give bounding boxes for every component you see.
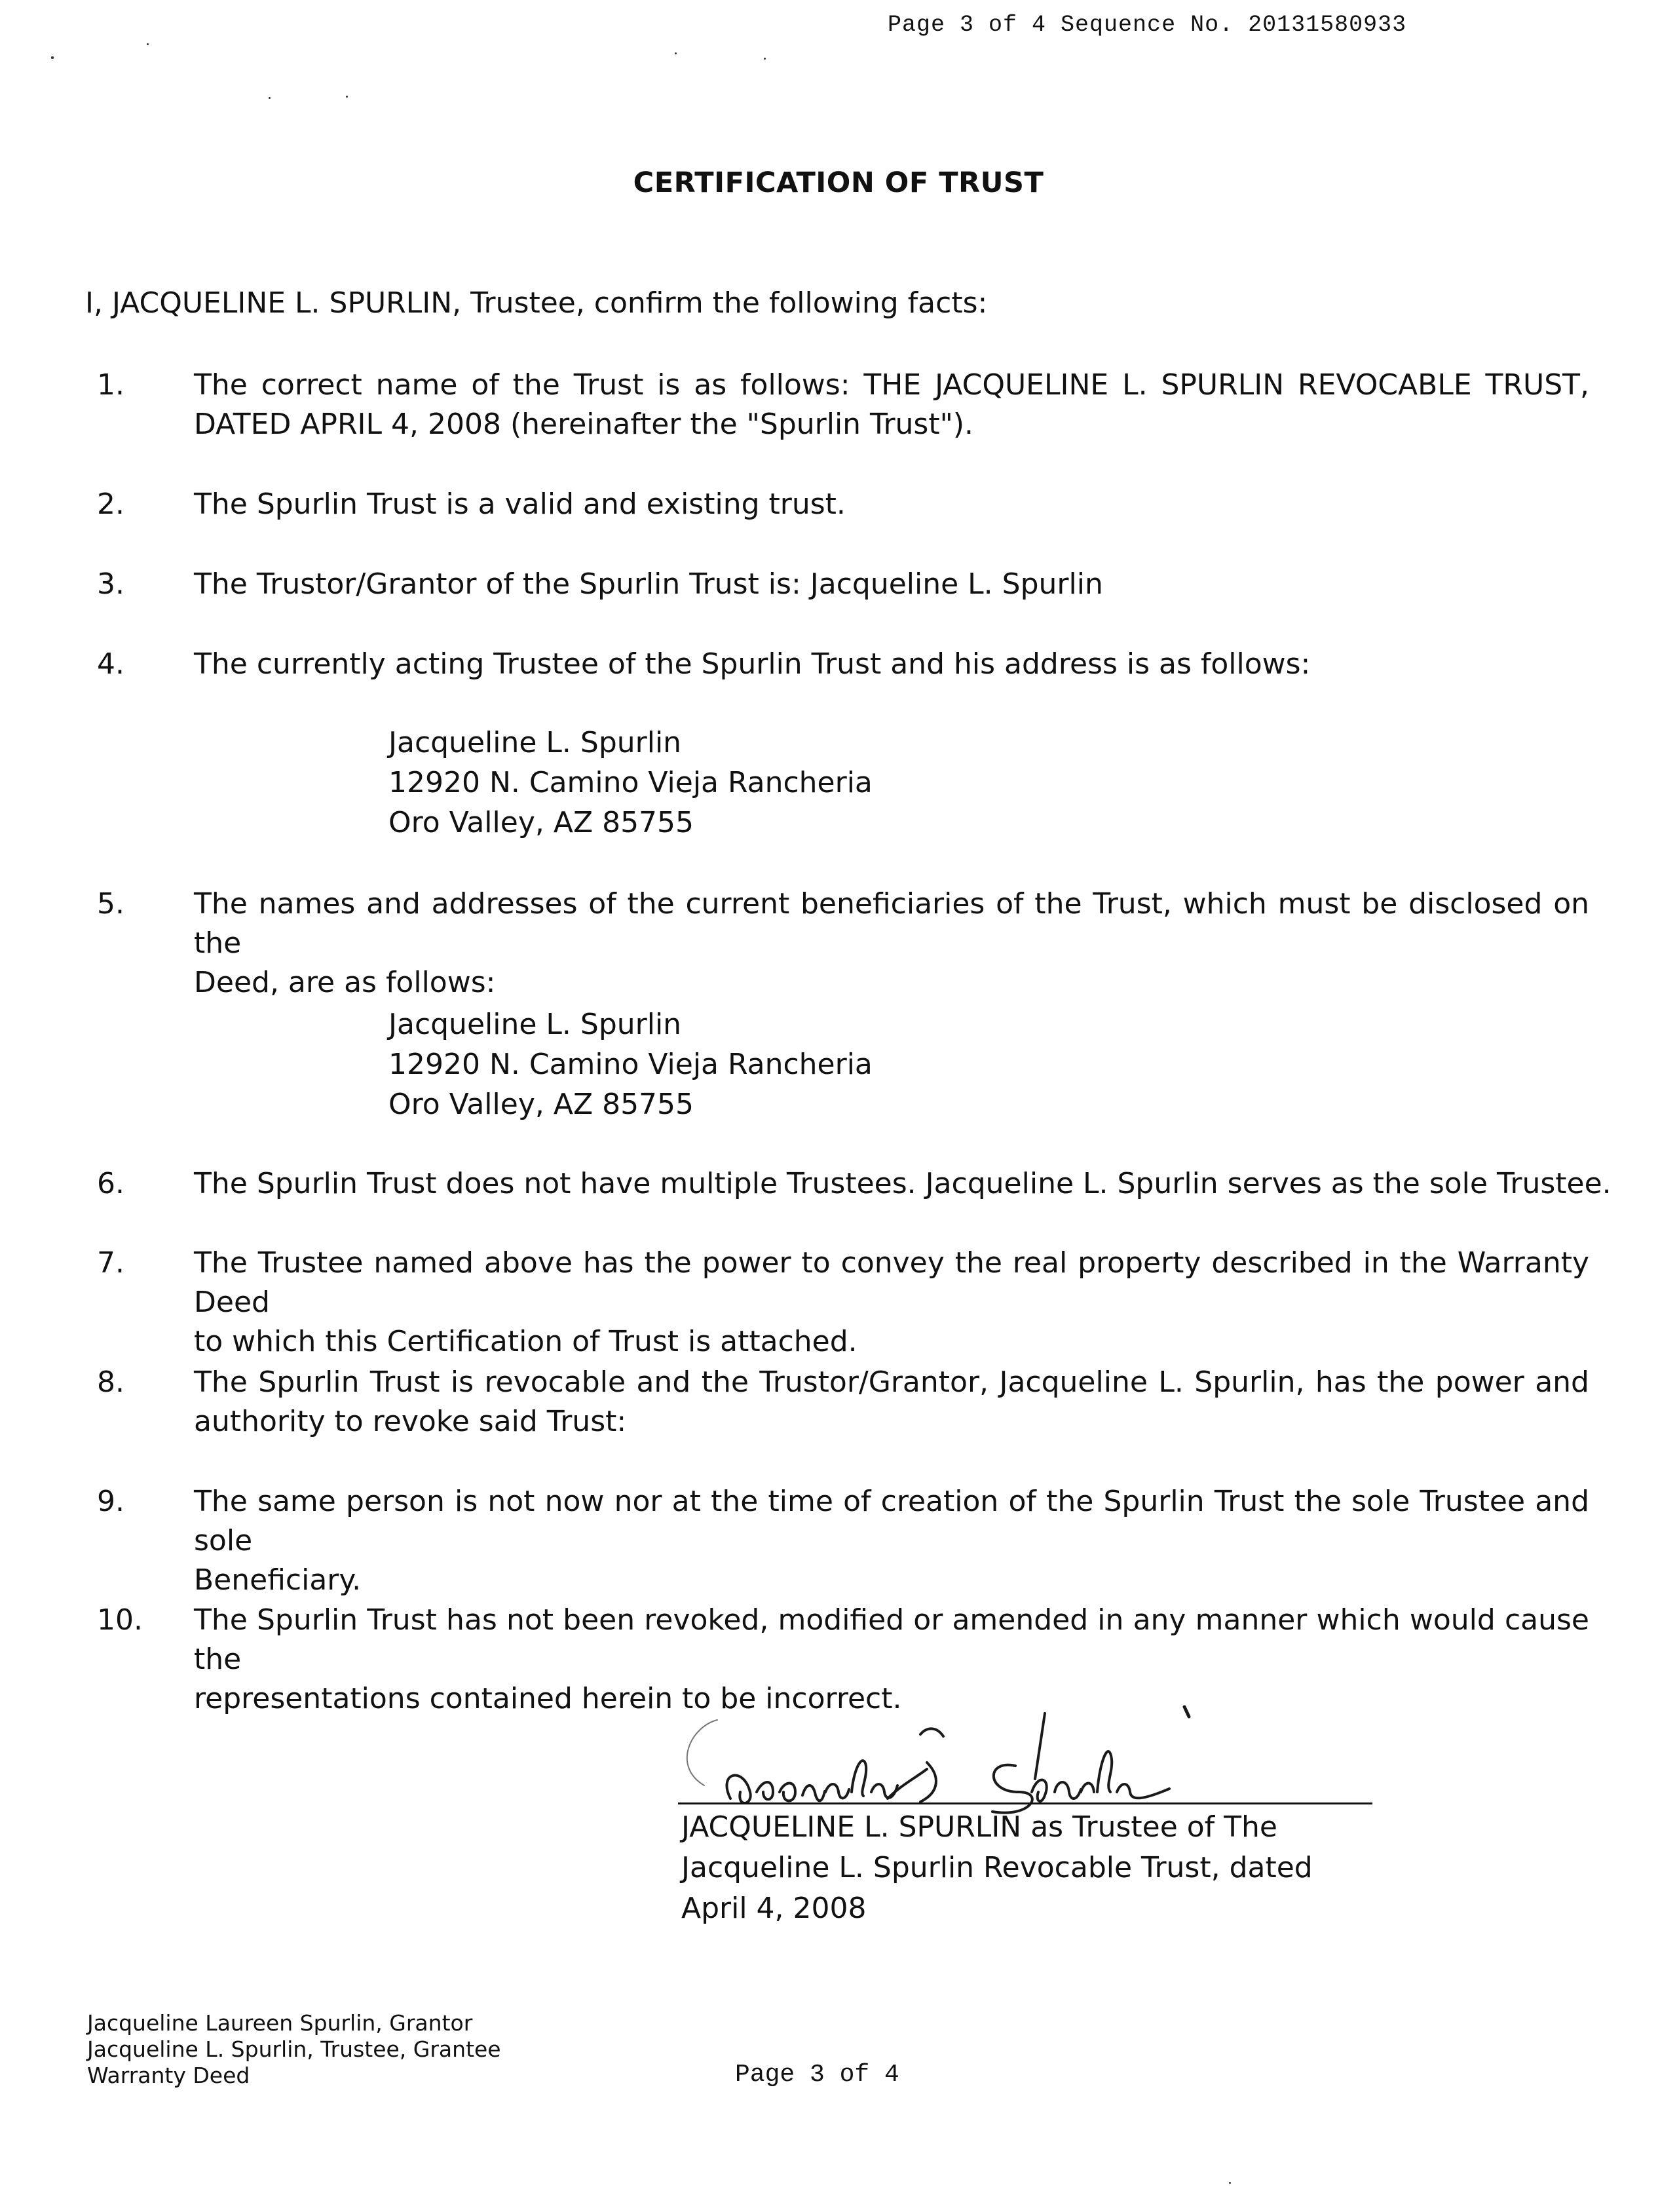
scan-speck (764, 58, 766, 60)
page-number: Page 3 of 4 (735, 2061, 899, 2089)
item-number: 3. (97, 567, 124, 601)
scan-speck (1229, 2182, 1231, 2184)
item-text-line: The Spurlin Trust has not been revoked, modified or amended in any manner which would cause the (194, 1603, 1589, 1676)
item-number: 5. (97, 887, 124, 921)
item-text-line: representations contained herein to be incorrect. (194, 1682, 902, 1715)
item-text-line: The correct name of the Trust is as follows: THE JACQUELINE L. SPURLIN REVOCABLE TRUST, (194, 368, 1589, 402)
footer-line: Jacqueline L. Spurlin, Trustee, Grantee (87, 2036, 501, 2062)
signature-line (678, 1802, 1372, 1804)
item-number: 4. (97, 647, 124, 681)
footer-line: Warranty Deed (87, 2063, 250, 2088)
address-street: 12920 N. Camino Vieja Rancheria (388, 766, 873, 799)
signer-caption-line: April 4, 2008 (681, 1892, 867, 1925)
item-text-line: The same person is not now nor at the time of creation of the Spurlin Trust the sole Trustee and sole (194, 1485, 1589, 1557)
item-text-line: The Trustee named above has the power to convey the real property described in the Warranty Deed (194, 1246, 1589, 1319)
trustee-address (388, 723, 873, 843)
item-text-line: The Spurlin Trust is a valid and existing trust. (194, 487, 846, 521)
address-street: 12920 N. Camino Vieja Rancheria (388, 1048, 873, 1081)
footer-line: Jacqueline Laureen Spurlin, Grantor (87, 2010, 473, 2036)
item-text-line: Beneficiary. (194, 1563, 362, 1597)
footer-reference (87, 2010, 501, 2089)
item-text-line: The Spurlin Trust does not have multiple Trustees. Jacqueline L. Spurlin serves as the sole Trustee. (194, 1167, 1611, 1200)
item-number: 10. (97, 1603, 143, 1637)
address-city: Oro Valley, AZ 85755 (388, 1088, 694, 1121)
beneficiary-address (388, 1004, 873, 1124)
item-text-line: DATED APRIL 4, 2008 (hereinafter the "Spurlin Trust"). (194, 408, 973, 441)
item-text (194, 885, 1589, 1002)
address-city: Oro Valley, AZ 85755 (388, 806, 694, 839)
item-number: 2. (97, 487, 124, 521)
scan-speck (675, 52, 677, 54)
item-text (194, 1164, 1611, 1204)
item-text-line: The Trustor/Grantor of the Spurlin Trust is: Jacqueline L. Spurlin (194, 567, 1103, 601)
item-text (194, 645, 1589, 684)
item-text-line: Deed, are as follows: (194, 966, 496, 999)
item-text-line: authority to revoke said Trust: (194, 1405, 627, 1438)
item-text (194, 366, 1589, 444)
item-text-line: The names and addresses of the current beneficiaries of the Trust, which must be disclosed on the (194, 887, 1589, 960)
scan-speck (147, 43, 149, 45)
item-number: 8. (97, 1365, 124, 1399)
item-text (194, 485, 1589, 524)
sequence-stamp: Page 3 of 4 Sequence No. 20131580933 (888, 12, 1407, 38)
scan-speck (51, 56, 54, 59)
document-title: CERTIFICATION OF TRUST (633, 166, 1044, 199)
signer-caption-line: JACQUELINE L. SPURLIN as Trustee of The (681, 1810, 1277, 1844)
handwritten-signature (678, 1700, 1372, 1818)
item-number: 1. (97, 368, 124, 402)
item-text (194, 1244, 1589, 1362)
signer-caption (681, 1807, 1313, 1929)
item-number: 6. (97, 1167, 124, 1200)
scan-speck (269, 97, 271, 99)
item-text (194, 1482, 1589, 1600)
item-text-line: The Spurlin Trust is revocable and the Trustor/Grantor, Jacqueline L. Spurlin, has the power and (194, 1365, 1589, 1399)
item-number: 7. (97, 1246, 124, 1280)
item-text (194, 1363, 1589, 1441)
item-text-line: The currently acting Trustee of the Spurlin Trust and his address is as follows: (194, 647, 1311, 681)
intro-statement: I, JACQUELINE L. SPURLIN, Trustee, confirm the following facts: (85, 286, 988, 320)
item-number: 9. (97, 1485, 124, 1518)
item-text-line: to which this Certification of Trust is attached. (194, 1325, 857, 1358)
address-name: Jacqueline L. Spurlin (388, 726, 682, 759)
address-name: Jacqueline L. Spurlin (388, 1008, 682, 1041)
signer-caption-line: Jacqueline L. Spurlin Revocable Trust, dated (681, 1851, 1313, 1884)
item-text (194, 565, 1589, 604)
scan-speck (346, 96, 348, 98)
